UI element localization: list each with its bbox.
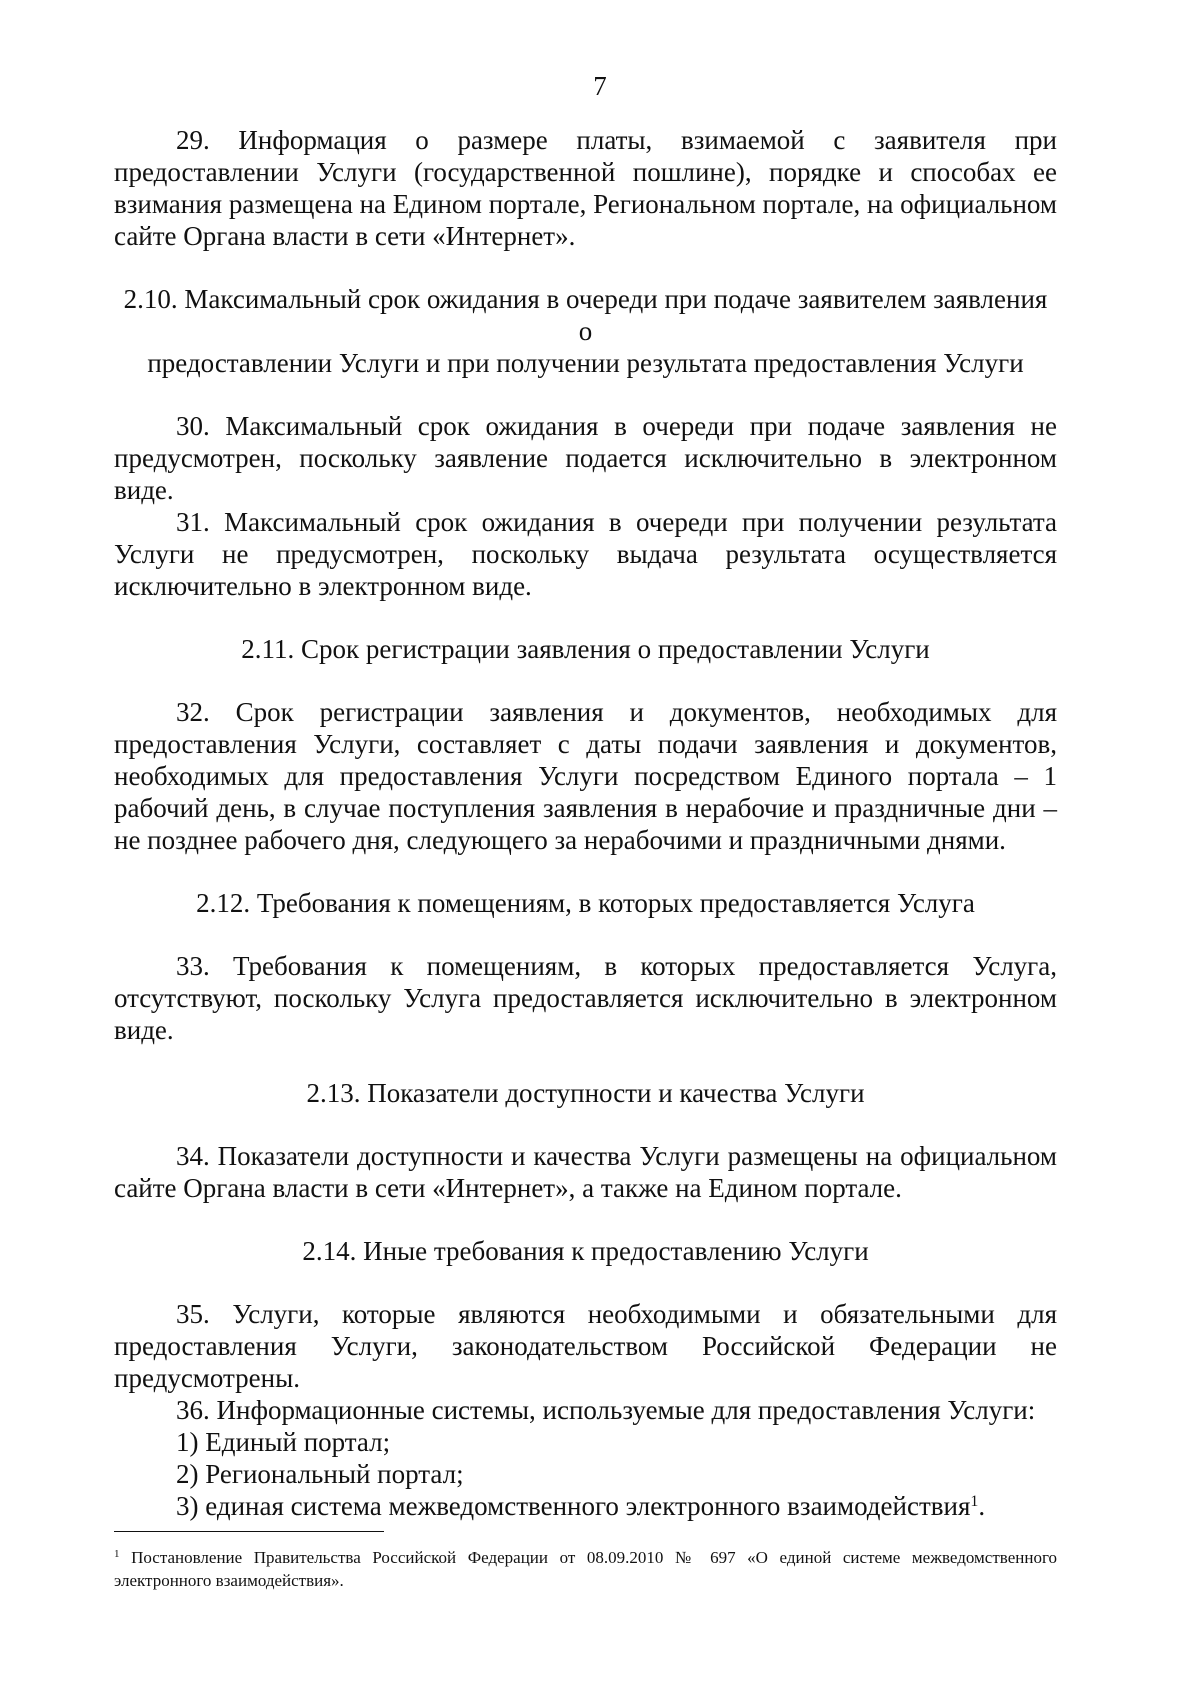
footnote-reference[interactable]: 1 <box>970 1493 979 1510</box>
list-item-3: 3) единая система межведомственного электронного взаимодействия$^1$. <box>176 1491 986 1521</box>
list-item-1: 1) Единый портал; <box>176 1427 391 1457</box>
section-heading-2-10-line-2: предоставлении Услуги и при получении результата предоставления Услуги <box>147 348 1024 378</box>
footnote-marker: 1 <box>114 1548 120 1560</box>
paragraph-30: 30. Максимальный срок ожидания в очереди при подаче заявления не предусмотрен, поскольку заявление подается исключительно в электронном виде. <box>114 411 1057 505</box>
footnote <box>114 1546 1057 1592</box>
section-heading-2-10-line-1: 2.10. Максимальный срок ожидания в очереди при подаче заявителем заявления о <box>123 284 1048 346</box>
paragraph-36: 36. Информационные системы, используемые для предоставления Услуги: <box>176 1395 1036 1425</box>
footnote-divider <box>114 1531 384 1532</box>
list-item-2: 2) Региональный портал; <box>176 1459 464 1489</box>
paragraph-29: 29. Информация о размере платы, взимаемой с заявителя при предоставлении Услуги (государственной пошлине), порядке и способах ее взимания размещена на Едином портале, Региональном портале, на официальном сайте Органа власти в сети «Интернет». <box>114 125 1057 251</box>
paragraph-34: 34. Показатели доступности и качества Услуги размещены на официальном сайте Органа власти в сети «Интернет», а также на Едином портале. <box>114 1141 1057 1203</box>
section-heading-2-12: 2.12. Требования к помещениям, в которых предоставляется Услуга <box>196 888 975 918</box>
section-heading-2-14: 2.14. Иные требования к предоставлению Услуги <box>302 1236 869 1266</box>
list-item-3-text: 3) единая система межведомственного электронного взаимодействия <box>176 1491 971 1521</box>
paragraph-33: 33. Требования к помещениям, в которых предоставляется Услуга, отсутствуют, поскольку Услуга предоставляется исключительно в электронном виде. <box>114 951 1057 1045</box>
document-body <box>114 124 1057 1522</box>
paragraph-35: 35. Услуги, которые являются необходимыми и обязательными для предоставления Услуги, законодательством Российской Федерации не предусмотрены. <box>114 1299 1057 1393</box>
section-heading-2-11: 2.11. Срок регистрации заявления о предоставлении Услуги <box>241 634 930 664</box>
section-heading-2-13: 2.13. Показатели доступности и качества Услуги <box>306 1078 865 1108</box>
footnote-text: Постановление Правительства Российской Федерации от 08.09.2010 № 697 «О единой системе межведомственного электронного взаимодействия». <box>114 1548 1058 1590</box>
paragraph-32: 32. Срок регистрации заявления и документов, необходимых для предоставления Услуги, составляет с даты подачи заявления и документов, необходимых для предоставления Услуги посредством Единого портала – 1 рабочий день, в случае поступления заявления в нерабочие и праздничные дни – не позднее рабочего дня, следующего за нерабочими и праздничными днями. <box>114 697 1057 855</box>
paragraph-31: 31. Максимальный срок ожидания в очереди при получении результата Услуги не предусмотрен, поскольку выдача результата осуществляется исключительно в электронном виде. <box>114 507 1057 601</box>
page-number: 7 <box>593 71 607 101</box>
